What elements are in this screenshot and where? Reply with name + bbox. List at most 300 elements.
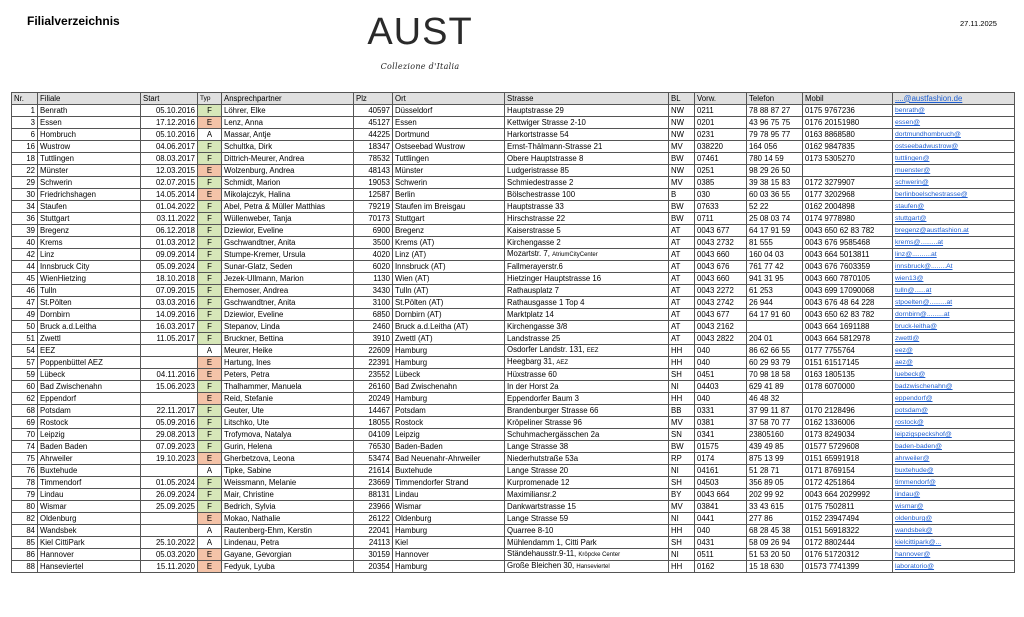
cell-email bbox=[893, 501, 1015, 513]
email-link[interactable]: badzwischenahn@ bbox=[895, 383, 953, 390]
email-link[interactable]: tulln@......at bbox=[895, 287, 932, 294]
cell-plz: 6850 bbox=[354, 309, 393, 321]
email-link[interactable]: leipzigspeckshof@ bbox=[895, 431, 952, 438]
table-row bbox=[12, 117, 1015, 129]
cell-ort: Rostock bbox=[393, 417, 505, 429]
cell-ort: Hamburg bbox=[393, 357, 505, 369]
cell-telefon: 164 056 bbox=[747, 141, 803, 153]
cell-bl: NI bbox=[669, 465, 695, 477]
street-text: Mühlendamm 1, Citti Park bbox=[507, 537, 597, 547]
cell-telefon: 43 96 75 75 bbox=[747, 117, 803, 129]
cell-ort: Kiel bbox=[393, 537, 505, 549]
cell-start: 15.11.2020 bbox=[141, 561, 198, 573]
cell-bl: NI bbox=[669, 381, 695, 393]
cell-telefon: 15 18 630 bbox=[747, 561, 803, 573]
email-link[interactable]: stpoelten@.........at bbox=[895, 299, 953, 306]
table-row bbox=[12, 525, 1015, 537]
table-row bbox=[12, 549, 1015, 561]
cell-ort: Krems (AT) bbox=[393, 237, 505, 249]
email-link[interactable]: benrath@ bbox=[895, 107, 925, 114]
col-header-email: ....@austfashion.de bbox=[893, 93, 1015, 105]
cell-nr: 62 bbox=[12, 393, 38, 405]
street-text: Rathausplatz 7 bbox=[507, 285, 560, 295]
cell-bl: BW bbox=[669, 201, 695, 213]
cell-ansprechpartner: Mair, Christine bbox=[222, 489, 354, 501]
cell-typ: F bbox=[198, 441, 222, 453]
cell-typ: A bbox=[198, 465, 222, 477]
cell-vorw: 0043 2272 bbox=[695, 285, 747, 297]
cell-filiale: Münster bbox=[38, 165, 141, 177]
brand-logo bbox=[340, 10, 500, 92]
cell-ansprechpartner: Stumpe-Kremer, Ursula bbox=[222, 249, 354, 261]
cell-bl: HH bbox=[669, 525, 695, 537]
cell-telefon: 25 08 03 74 bbox=[747, 213, 803, 225]
cell-email bbox=[893, 561, 1015, 573]
cell-typ: E bbox=[198, 561, 222, 573]
col-header-filiale: Filiale bbox=[38, 93, 141, 105]
email-link[interactable]: linz@..........at bbox=[895, 251, 937, 258]
cell-nr: 86 bbox=[12, 549, 38, 561]
cell-plz: 3430 bbox=[354, 285, 393, 297]
cell-start: 05.09.2024 bbox=[141, 261, 198, 273]
cell-strasse bbox=[505, 273, 669, 285]
cell-mobil: 0163 1805135 bbox=[803, 369, 893, 381]
cell-plz: 76530 bbox=[354, 441, 393, 453]
cell-bl: MV bbox=[669, 501, 695, 513]
cell-nr: 60 bbox=[12, 381, 38, 393]
cell-strasse bbox=[505, 489, 669, 501]
cell-telefon: 439 49 85 bbox=[747, 441, 803, 453]
cell-typ: F bbox=[198, 501, 222, 513]
cell-plz: 26122 bbox=[354, 513, 393, 525]
cell-filiale: Schwerin bbox=[38, 177, 141, 189]
table-row bbox=[12, 297, 1015, 309]
cell-filiale: Buxtehude bbox=[38, 465, 141, 477]
street-text: Harkortstrasse 54 bbox=[507, 129, 569, 139]
cell-nr: 40 bbox=[12, 237, 38, 249]
table-row bbox=[12, 237, 1015, 249]
street-note: Hanseviertel bbox=[576, 564, 610, 570]
cell-telefon: 629 41 89 bbox=[747, 381, 803, 393]
cell-start: 15.06.2023 bbox=[141, 381, 198, 393]
cell-telefon: 61 253 bbox=[747, 285, 803, 297]
cell-nr: 30 bbox=[12, 189, 38, 201]
email-link[interactable]: staufen@ bbox=[895, 203, 925, 210]
street-note: EEZ bbox=[586, 348, 599, 354]
street-text: Quarree 8-10 bbox=[507, 525, 554, 535]
cell-plz: 4020 bbox=[354, 249, 393, 261]
street-note: AEZ bbox=[556, 360, 569, 366]
cell-plz: 23669 bbox=[354, 477, 393, 489]
cell-vorw: 0431 bbox=[695, 537, 747, 549]
cell-telefon: 875 13 99 bbox=[747, 453, 803, 465]
cell-mobil: 0043 699 17090068 bbox=[803, 285, 893, 297]
cell-plz: 79219 bbox=[354, 201, 393, 213]
cell-vorw: 040 bbox=[695, 345, 747, 357]
email-link[interactable]: schwerin@ bbox=[895, 179, 929, 186]
cell-filiale: Baden Baden bbox=[38, 441, 141, 453]
cell-mobil: 0043 660 7870105 bbox=[803, 273, 893, 285]
email-link[interactable]: timmendorf@ bbox=[895, 479, 936, 486]
street-text: Kettwiger Strasse 2-10 bbox=[507, 117, 586, 127]
cell-ansprechpartner: Abel, Petra & Müller Matthias bbox=[222, 201, 354, 213]
cell-ort: Tulln (AT) bbox=[393, 285, 505, 297]
street-text: In der Horst 2a bbox=[507, 381, 559, 391]
cell-vorw: 0251 bbox=[695, 165, 747, 177]
table-row bbox=[12, 321, 1015, 333]
cell-start bbox=[141, 393, 198, 405]
cell-typ: F bbox=[198, 273, 222, 285]
cell-start: 12.03.2015 bbox=[141, 165, 198, 177]
cell-telefon: 58 09 26 94 bbox=[747, 537, 803, 549]
street-text: Obere Hauptstrasse 8 bbox=[507, 153, 584, 163]
cell-start bbox=[141, 513, 198, 525]
cell-nr: 22 bbox=[12, 165, 38, 177]
cell-strasse bbox=[505, 117, 669, 129]
street-text: Hirschstrasse 22 bbox=[507, 213, 566, 223]
email-link[interactable]: essen@ bbox=[895, 119, 921, 126]
cell-start bbox=[141, 525, 198, 537]
cell-plz: 20354 bbox=[354, 561, 393, 573]
cell-filiale: Dornbirn bbox=[38, 309, 141, 321]
cell-strasse bbox=[505, 213, 669, 225]
cell-bl: BY bbox=[669, 489, 695, 501]
cell-plz: 18347 bbox=[354, 141, 393, 153]
street-text: Hauptstrasse 33 bbox=[507, 201, 564, 211]
cell-strasse bbox=[505, 201, 669, 213]
cell-email bbox=[893, 249, 1015, 261]
cell-bl: BW bbox=[669, 153, 695, 165]
cell-ansprechpartner: Gurin, Helena bbox=[222, 441, 354, 453]
email-link[interactable]: eez@ bbox=[895, 347, 913, 354]
cell-vorw: 0043 676 bbox=[695, 261, 747, 273]
col-header-ansprechpartner: Ansprechpartner bbox=[222, 93, 354, 105]
cell-vorw: 07633 bbox=[695, 201, 747, 213]
email-link[interactable]: kielcittipark@... bbox=[895, 539, 942, 546]
cell-start bbox=[141, 345, 198, 357]
cell-filiale: Timmendorf bbox=[38, 477, 141, 489]
cell-ort: St.Pölten (AT) bbox=[393, 297, 505, 309]
email-link[interactable]: eppendorf@ bbox=[895, 395, 933, 402]
cell-mobil: 0176 20151980 bbox=[803, 117, 893, 129]
email-link[interactable]: aez@ bbox=[895, 359, 913, 366]
email-link[interactable]: lindau@ bbox=[895, 491, 921, 498]
email-link[interactable]: dornbirn@.........at bbox=[895, 311, 950, 318]
cell-plz: 22041 bbox=[354, 525, 393, 537]
cell-filiale: Linz bbox=[38, 249, 141, 261]
cell-ort: Wismar bbox=[393, 501, 505, 513]
cell-typ: E bbox=[198, 189, 222, 201]
cell-start: 07.09.2015 bbox=[141, 285, 198, 297]
cell-typ: F bbox=[198, 417, 222, 429]
cell-start: 25.09.2025 bbox=[141, 501, 198, 513]
cell-nr: 85 bbox=[12, 537, 38, 549]
email-link[interactable]: berlinboelschestrasse@ bbox=[895, 191, 968, 198]
cell-ansprechpartner: Lindenau, Petra bbox=[222, 537, 354, 549]
cell-start bbox=[141, 357, 198, 369]
cell-bl: AT bbox=[669, 309, 695, 321]
cell-strasse bbox=[505, 237, 669, 249]
cell-vorw: 04161 bbox=[695, 465, 747, 477]
cell-ort: Berlin bbox=[393, 189, 505, 201]
email-link[interactable]: wien13@ bbox=[895, 275, 924, 282]
cell-strasse bbox=[505, 465, 669, 477]
cell-ansprechpartner: Hartung, Ines bbox=[222, 357, 354, 369]
cell-start: 03.11.2022 bbox=[141, 213, 198, 225]
cell-bl: NI bbox=[669, 549, 695, 561]
table-row bbox=[12, 513, 1015, 525]
table-row bbox=[12, 429, 1015, 441]
email-link[interactable]: oldenburg@ bbox=[895, 515, 933, 522]
email-link[interactable]: rostock@ bbox=[895, 419, 924, 426]
cell-strasse bbox=[505, 525, 669, 537]
cell-bl: NW bbox=[669, 165, 695, 177]
cell-bl: AT bbox=[669, 285, 695, 297]
cell-bl: NW bbox=[669, 105, 695, 117]
cell-vorw: 01575 bbox=[695, 441, 747, 453]
street-text: Eppendorfer Baum 3 bbox=[507, 393, 579, 403]
email-link[interactable]: luebeck@ bbox=[895, 371, 926, 378]
cell-plz: 3100 bbox=[354, 297, 393, 309]
email-link[interactable]: tuttlingen@ bbox=[895, 155, 930, 162]
cell-nr: 80 bbox=[12, 501, 38, 513]
table-row bbox=[12, 261, 1015, 273]
cell-plz: 23966 bbox=[354, 501, 393, 513]
street-text: Hüxstrasse 60 bbox=[507, 369, 557, 379]
cell-mobil: 0176 51720312 bbox=[803, 549, 893, 561]
cell-ansprechpartner: Wüllenweber, Tanja bbox=[222, 213, 354, 225]
email-link[interactable]: hannover@ bbox=[895, 551, 931, 558]
cell-start: 09.09.2014 bbox=[141, 249, 198, 261]
table-row bbox=[12, 285, 1015, 297]
cell-telefon: 86 62 66 55 bbox=[747, 345, 803, 357]
email-link[interactable]: stuttgart@ bbox=[895, 215, 927, 222]
cell-ort: Buxtehude bbox=[393, 465, 505, 477]
cell-typ: F bbox=[198, 249, 222, 261]
email-link[interactable]: potsdam@ bbox=[895, 407, 928, 414]
cell-filiale: Krems bbox=[38, 237, 141, 249]
cell-typ: E bbox=[198, 549, 222, 561]
cell-typ: E bbox=[198, 453, 222, 465]
cell-ort: Oldenburg bbox=[393, 513, 505, 525]
table-row bbox=[12, 153, 1015, 165]
street-text: Kaiserstrasse 5 bbox=[507, 225, 561, 235]
cell-mobil: 0163 8868580 bbox=[803, 129, 893, 141]
cell-nr: 74 bbox=[12, 441, 38, 453]
table-row bbox=[12, 249, 1015, 261]
street-text: Marktplatz 14 bbox=[507, 309, 554, 319]
cell-plz: 21614 bbox=[354, 465, 393, 477]
cell-plz: 19053 bbox=[354, 177, 393, 189]
cell-plz: 44225 bbox=[354, 129, 393, 141]
col-header-vorw: Vorw. bbox=[695, 93, 747, 105]
cell-plz: 40597 bbox=[354, 105, 393, 117]
cell-strasse bbox=[505, 129, 669, 141]
cell-bl: AT bbox=[669, 237, 695, 249]
cell-ansprechpartner: Tipke, Sabine bbox=[222, 465, 354, 477]
email-link[interactable]: zwettl@ bbox=[895, 335, 920, 342]
cell-start: 19.10.2023 bbox=[141, 453, 198, 465]
cell-mobil: 01577 5729608 bbox=[803, 441, 893, 453]
col-header-nr: Nr. bbox=[12, 93, 38, 105]
cell-filiale: Kiel CittiPark bbox=[38, 537, 141, 549]
cell-email bbox=[893, 261, 1015, 273]
cell-typ: E bbox=[198, 117, 222, 129]
cell-bl: MV bbox=[669, 141, 695, 153]
cell-strasse bbox=[505, 333, 669, 345]
cell-vorw: 0211 bbox=[695, 105, 747, 117]
cell-ort: Staufen im Breisgau bbox=[393, 201, 505, 213]
email-link[interactable]: muenster@ bbox=[895, 167, 931, 174]
cell-email bbox=[893, 309, 1015, 321]
cell-ort: Linz (AT) bbox=[393, 249, 505, 261]
email-link[interactable]: baden-baden@ bbox=[895, 443, 942, 450]
cell-filiale: WienHietzing bbox=[38, 273, 141, 285]
email-link[interactable]: dortmundhombruch@ bbox=[895, 131, 961, 138]
cell-start: 08.03.2017 bbox=[141, 153, 198, 165]
street-text: Maximiliansr.2 bbox=[507, 489, 557, 499]
cell-email bbox=[893, 237, 1015, 249]
email-link[interactable]: bruck-leitha@ bbox=[895, 323, 938, 330]
col-header-plz: Plz bbox=[354, 93, 393, 105]
cell-filiale: Innsbruck City bbox=[38, 261, 141, 273]
email-link[interactable]: krems@.........at bbox=[895, 239, 944, 246]
cell-ort: Bruck a.d.Leitha (AT) bbox=[393, 321, 505, 333]
email-link[interactable]: innsbruck@........At bbox=[895, 263, 953, 270]
cell-strasse bbox=[505, 345, 669, 357]
cell-start: 17.12.2016 bbox=[141, 117, 198, 129]
cell-bl: AT bbox=[669, 249, 695, 261]
email-link[interactable]: bregenz@austfashion.at bbox=[895, 227, 969, 234]
cell-ansprechpartner: Gschwandtner, Anita bbox=[222, 237, 354, 249]
cell-strasse bbox=[505, 441, 669, 453]
cell-mobil: 0162 1336006 bbox=[803, 417, 893, 429]
street-text: Landstrasse 25 bbox=[507, 333, 561, 343]
cell-strasse bbox=[505, 309, 669, 321]
cell-strasse bbox=[505, 249, 669, 261]
cell-ort: Wien (AT) bbox=[393, 273, 505, 285]
cell-strasse bbox=[505, 189, 669, 201]
cell-email bbox=[893, 273, 1015, 285]
cell-vorw: 040 bbox=[695, 357, 747, 369]
email-link[interactable]: wandsbek@ bbox=[895, 527, 933, 534]
cell-plz: 45127 bbox=[354, 117, 393, 129]
street-text: Hauptstrasse 29 bbox=[507, 105, 564, 115]
cell-bl: HH bbox=[669, 393, 695, 405]
cell-bl: MV bbox=[669, 417, 695, 429]
cell-ansprechpartner: Sunar-Glatz, Seden bbox=[222, 261, 354, 273]
cell-start: 05.10.2016 bbox=[141, 105, 198, 117]
cell-email bbox=[893, 357, 1015, 369]
street-text: Große Bleichen 30, bbox=[507, 561, 575, 570]
cell-strasse bbox=[505, 537, 669, 549]
cell-typ: A bbox=[198, 345, 222, 357]
email-link[interactable]: ostseebadwustrow@ bbox=[895, 143, 959, 150]
cell-email bbox=[893, 105, 1015, 117]
cell-email bbox=[893, 321, 1015, 333]
cell-strasse bbox=[505, 153, 669, 165]
cell-telefon: 39 38 15 83 bbox=[747, 177, 803, 189]
street-text: Kirchengasse 2 bbox=[507, 237, 561, 247]
cell-bl: SH bbox=[669, 537, 695, 549]
cell-ansprechpartner: Peters, Petra bbox=[222, 369, 354, 381]
cell-strasse bbox=[505, 285, 669, 297]
table-row bbox=[12, 141, 1015, 153]
street-text: Kurpromenade 12 bbox=[507, 477, 570, 487]
cell-email bbox=[893, 201, 1015, 213]
branch-directory-table bbox=[11, 92, 1015, 573]
cell-vorw: 040 bbox=[695, 525, 747, 537]
cell-telefon: 780 14 59 bbox=[747, 153, 803, 165]
cell-nr: 18 bbox=[12, 153, 38, 165]
cell-mobil: 0043 676 9585468 bbox=[803, 237, 893, 249]
cell-nr: 1 bbox=[12, 105, 38, 117]
street-text: Lange Strasse 20 bbox=[507, 465, 569, 475]
street-text: Kröpeliner Strasse 96 bbox=[507, 417, 582, 427]
col-header-telefon: Telefon bbox=[747, 93, 803, 105]
cell-typ: E bbox=[198, 369, 222, 381]
cell-strasse bbox=[505, 561, 669, 573]
cell-mobil: 0172 4251864 bbox=[803, 477, 893, 489]
cell-email bbox=[893, 429, 1015, 441]
cell-ansprechpartner: Geuter, Ute bbox=[222, 405, 354, 417]
cell-bl: SN bbox=[669, 429, 695, 441]
cell-vorw: 0451 bbox=[695, 369, 747, 381]
cell-start: 22.11.2017 bbox=[141, 405, 198, 417]
cell-typ: F bbox=[198, 309, 222, 321]
table-row bbox=[12, 189, 1015, 201]
cell-vorw: 0231 bbox=[695, 129, 747, 141]
cell-filiale: Eppendorf bbox=[38, 393, 141, 405]
cell-vorw: 0043 2732 bbox=[695, 237, 747, 249]
cell-filiale: Potsdam bbox=[38, 405, 141, 417]
cell-plz: 1130 bbox=[354, 273, 393, 285]
col-header-bl: BL bbox=[669, 93, 695, 105]
email-link[interactable]: ahrweiler@ bbox=[895, 455, 930, 462]
col-header-strasse: Strasse bbox=[505, 93, 669, 105]
cell-plz: 23552 bbox=[354, 369, 393, 381]
table-row bbox=[12, 225, 1015, 237]
cell-bl: AT bbox=[669, 273, 695, 285]
page-title: Filialverzeichnis bbox=[27, 14, 120, 28]
cell-telefon: 160 04 03 bbox=[747, 249, 803, 261]
cell-bl: BW bbox=[669, 441, 695, 453]
cell-ansprechpartner: Bruckner, Bettina bbox=[222, 333, 354, 345]
cell-plz: 24113 bbox=[354, 537, 393, 549]
logo-wordmark: AUST bbox=[367, 11, 473, 53]
table-header-row bbox=[12, 93, 1015, 105]
cell-telefon: 51 28 71 bbox=[747, 465, 803, 477]
table-row bbox=[12, 165, 1015, 177]
cell-ort: Düsseldorf bbox=[393, 105, 505, 117]
cell-mobil: 0177 7755764 bbox=[803, 345, 893, 357]
email-link[interactable]: buxtehude@ bbox=[895, 467, 934, 474]
cell-plz: 48143 bbox=[354, 165, 393, 177]
cell-ansprechpartner: Meurer, Heike bbox=[222, 345, 354, 357]
cell-vorw: 0043 677 bbox=[695, 225, 747, 237]
email-link[interactable]: wismar@ bbox=[895, 503, 924, 510]
cell-vorw: 0043 664 bbox=[695, 489, 747, 501]
cell-telefon: 60 03 36 55 bbox=[747, 189, 803, 201]
cell-plz: 88131 bbox=[354, 489, 393, 501]
cell-mobil: 0175 7502811 bbox=[803, 501, 893, 513]
cell-ort: Stuttgart bbox=[393, 213, 505, 225]
cell-nr: 50 bbox=[12, 321, 38, 333]
email-link[interactable]: laboratorio@ bbox=[895, 563, 935, 570]
cell-filiale: Bregenz bbox=[38, 225, 141, 237]
cell-typ: F bbox=[198, 477, 222, 489]
cell-ansprechpartner: Lenz, Anna bbox=[222, 117, 354, 129]
